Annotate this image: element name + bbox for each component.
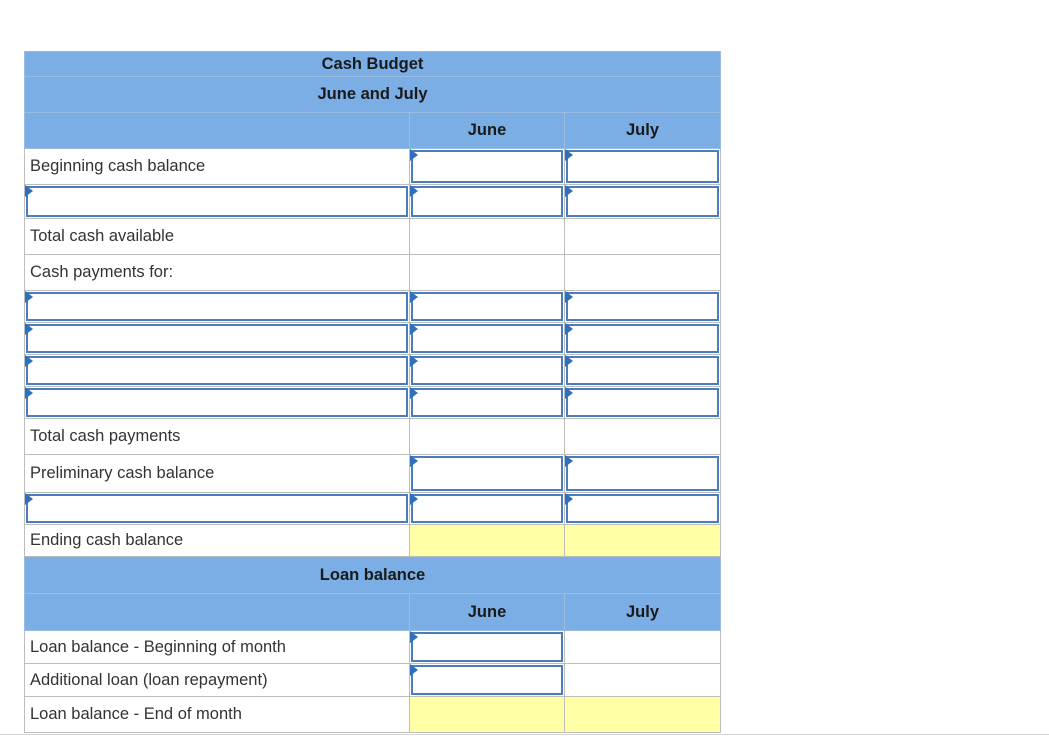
table-row [25,664,721,697]
table-row [25,631,721,664]
june-total-cash-available [410,219,565,255]
june-beginning-cash-input[interactable] [410,149,565,185]
june-receipts-input[interactable] [410,185,565,219]
column-header-row [25,113,721,149]
june-loan-beginning-input[interactable] [410,631,565,664]
table-row [25,291,721,323]
dropdown-arrow-icon [25,493,33,505]
col-header-june: June [410,113,565,149]
payment-label-dropdown-1[interactable] [25,291,410,323]
loan-col-header-july: July [565,594,721,631]
table-row [25,185,721,219]
table-row [25,149,721,185]
table-subtitle: June and July [25,77,721,113]
dropdown-arrow-icon [410,664,418,676]
col-header-july: July [565,113,721,149]
loan-header-blank [25,594,410,631]
june-ending-cash [410,525,565,557]
payment-label-dropdown-2[interactable] [25,323,410,355]
dropdown-arrow-icon [410,185,418,197]
table-title: Cash Budget [25,52,721,77]
june-payment-input-3[interactable] [410,355,565,387]
header-blank [25,113,410,149]
loan-title-row [25,557,721,594]
table-row [25,323,721,355]
loan-column-header-row [25,594,721,631]
june-additional-loan-input[interactable] [410,664,565,697]
receipts-label-dropdown[interactable] [25,185,410,219]
dropdown-arrow-icon [25,355,33,367]
dropdown-arrow-icon [25,185,33,197]
june-loan-end [410,697,565,733]
july-total-cash-available [565,219,721,255]
table-row [25,493,721,525]
dropdown-arrow-icon [25,323,33,335]
july-payment-input-3[interactable] [565,355,721,387]
july-additional-loan [565,664,721,697]
dropdown-arrow-icon [25,387,33,399]
row-label-total-cash-available: Total cash available [25,219,410,255]
dropdown-arrow-icon [25,291,33,303]
dropdown-arrow-icon [565,493,573,505]
july-loan-activity-input[interactable] [565,493,721,525]
dropdown-arrow-icon [565,323,573,335]
row-label-ending-cash: Ending cash balance [25,525,410,557]
july-total-cash-payments [565,419,721,455]
july-receipts-input[interactable] [565,185,721,219]
july-loan-end [565,697,721,733]
row-label-additional-loan: Additional loan (loan repayment) [25,664,410,697]
loan-activity-label-dropdown[interactable] [25,493,410,525]
july-blank [565,255,721,291]
june-payment-input-1[interactable] [410,291,565,323]
dropdown-arrow-icon [410,291,418,303]
july-payment-input-1[interactable] [565,291,721,323]
row-label-total-cash-payments: Total cash payments [25,419,410,455]
dropdown-arrow-icon [410,455,418,467]
table-row [25,697,721,733]
loan-col-header-june: June [410,594,565,631]
dropdown-arrow-icon [410,493,418,505]
july-ending-cash [565,525,721,557]
june-loan-activity-input[interactable] [410,493,565,525]
june-payment-input-2[interactable] [410,323,565,355]
bottom-divider [0,734,1049,735]
dropdown-arrow-icon [410,631,418,643]
july-preliminary-cash-input[interactable] [565,455,721,493]
table-row [25,419,721,455]
subtitle-row [25,77,721,113]
cash-budget-table [24,51,721,733]
table-row [25,387,721,419]
cash-budget-sheet [24,51,720,733]
june-total-cash-payments [410,419,565,455]
table-row [25,355,721,387]
june-payment-input-4[interactable] [410,387,565,419]
table-row [25,255,721,291]
title-row [25,52,721,77]
row-label-loan-end: Loan balance - End of month [25,697,410,733]
july-loan-beginning [565,631,721,664]
dropdown-arrow-icon [565,387,573,399]
dropdown-arrow-icon [410,323,418,335]
table-row [25,525,721,557]
table-row [25,455,721,493]
dropdown-arrow-icon [565,185,573,197]
july-payment-input-4[interactable] [565,387,721,419]
dropdown-arrow-icon [410,355,418,367]
june-blank [410,255,565,291]
dropdown-arrow-icon [565,291,573,303]
july-beginning-cash-input[interactable] [565,149,721,185]
payment-label-dropdown-3[interactable] [25,355,410,387]
row-label-beginning-cash: Beginning cash balance [25,149,410,185]
row-label-preliminary-cash: Preliminary cash balance [25,455,410,493]
july-payment-input-2[interactable] [565,323,721,355]
dropdown-arrow-icon [565,149,573,161]
dropdown-arrow-icon [410,387,418,399]
row-label-loan-beginning: Loan balance - Beginning of month [25,631,410,664]
loan-table-title: Loan balance [25,557,721,594]
row-label-cash-payments-for: Cash payments for: [25,255,410,291]
dropdown-arrow-icon [565,355,573,367]
payment-label-dropdown-4[interactable] [25,387,410,419]
dropdown-arrow-icon [565,455,573,467]
dropdown-arrow-icon [410,149,418,161]
table-row [25,219,721,255]
june-preliminary-cash-input[interactable] [410,455,565,493]
